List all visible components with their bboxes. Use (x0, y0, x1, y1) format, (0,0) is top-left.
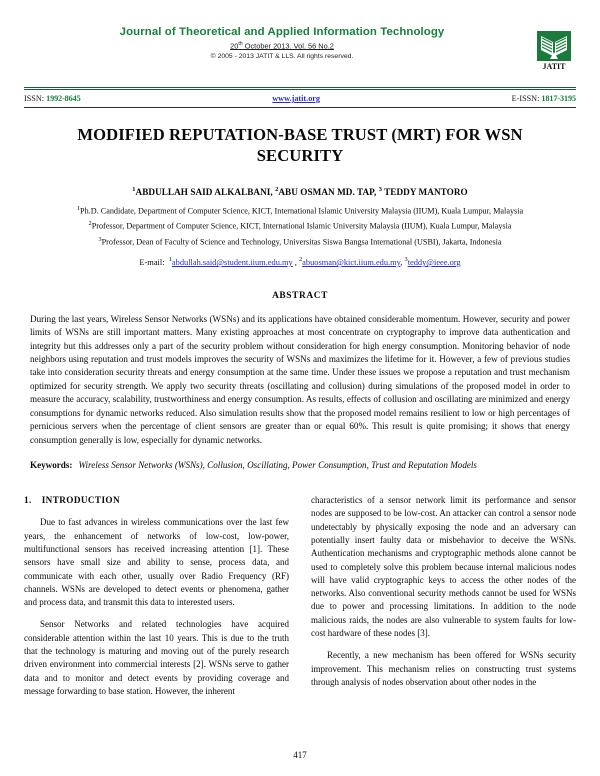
email-sep-2: , (400, 257, 405, 267)
email-label: E-mail: (139, 257, 165, 267)
keywords-label: Keywords: (30, 459, 73, 470)
email-line (40, 256, 560, 267)
eissn-label: E-ISSN: (511, 94, 540, 103)
author-1-name: ABDULLAH SAID ALKALBANI, (135, 187, 276, 198)
author-3-marker: 3 (378, 186, 382, 193)
journal-title: Journal of Theoretical and Applied Information Technology (119, 26, 445, 38)
issue-rest: October 2013. Vol. 56 No.2 (242, 41, 334, 51)
email-2-marker: 2 (298, 256, 303, 264)
email-sep-1: , (292, 257, 299, 267)
keywords-block (30, 459, 570, 472)
paragraph: characteristics of a sensor network limit its performance and sensor nodes are supposed to be low-cost. An attacker can control a sensor node undetectably by physically exposing the node and an adversary can potentially insert faulty data or misbehavior to deceive the WSNs. Authentication mechanisms and cryptographic methods alone cannot be used to completely solve this problem because internal malicious nodes will have valid cryptographic keys to access the other nodes of the networks. Also conventional security methods cannot be used for WSNs due to power and processing limitations. In addition to the node malicious raids, the nodes are also vulnerable to system faults for low-cost hardware of these nodes [3]. (311, 495, 576, 639)
section-title: INTRODUCTION (41, 495, 121, 506)
copyright-line: © 2005 - 2013 JATIT & LLS. All rights reserved. (210, 53, 354, 61)
page-title: MODIFIED REPUTATION-BASE TRUST (MRT) FOR WSN SECURITY (77, 125, 523, 165)
issn-value: 1992-8645 (46, 94, 81, 103)
eissn-block (512, 94, 576, 103)
affiliation-2 (46, 218, 554, 232)
issn-row (24, 94, 576, 103)
issue-ordinal-suffix: th (238, 41, 243, 47)
affiliation-3 (46, 234, 554, 248)
section-number: 1. (24, 495, 32, 506)
paragraph: Recently, a new mechanism has been offered for WSNs security improvement. This mechanism relies on constructing trust systems through analysis of nodes observation about other nodes in the (311, 650, 576, 687)
jatit-logo-text: JATIT (542, 62, 566, 71)
paragraph: Due to fast advances in wireless communications over the last few years, the enhancement of networks of low-cost, low-power, multifunctional sensors has received increasing attention [1]. These sensors have small size and ability to sense, process data, and communicate with each other, usually over Radio Frequency (RF) channels. WSNs are developed to detect events or phenomena, gather and process data, and transmit this data to interested users. (24, 517, 289, 608)
eissn-value: 1817-3195 (541, 94, 576, 103)
email-3-marker: 3 (404, 256, 408, 264)
masthead-bottom-rule (24, 107, 576, 108)
author-3-name: TEDDY MANTORO (381, 187, 468, 198)
body-columns (24, 494, 576, 698)
affiliation-2-marker: 2 (88, 220, 92, 228)
email-link-1[interactable]: abdullah.said@student.iium.edu.my (171, 257, 293, 267)
author-2-marker: 2 (275, 186, 279, 193)
section-heading-introduction (24, 494, 289, 507)
masthead-top-rule (24, 87, 576, 90)
journal-url-link[interactable]: www.jatit.org (272, 94, 321, 103)
journal-masthead (0, 0, 600, 82)
author-2-name: ABU OSMAN MD. TAP, (278, 187, 379, 198)
affiliation-3-text: Professor, Dean of Faculty of Science and Technology, Universitas Siswa Bangsa International (USBI), Jakarta, Indonesia (101, 237, 502, 247)
affiliation-1-marker: 1 (76, 205, 81, 213)
email-link-2[interactable]: abuosman@kict.iium.edu.my (302, 257, 401, 267)
body-column-left (24, 494, 289, 698)
author-1-marker: 1 (132, 186, 136, 193)
page-number: 417 (293, 750, 307, 760)
issn-label: ISSN: (24, 94, 45, 103)
affiliation-1 (46, 203, 554, 217)
abstract-heading: ABSTRACT (272, 290, 328, 301)
keywords-text: Wireless Sensor Networks (WSNs), Collusion, Oscillating, Power Consumption, Trust and Reputation Models (78, 459, 477, 470)
body-column-right (311, 494, 576, 698)
paragraph: Sensor Networks and related technologies have acquired considerable attention within the last 10 years. This is due to the truth that the technology is maturing and moving out of the purely research driven environment into commercial interests [2]. WSNs serve to gather data and to monitor and detect events by providing coverage and message forwarding to base station. However, the inherent (24, 619, 289, 696)
email-1-marker: 1 (168, 256, 172, 264)
issue-day: 20 (230, 41, 239, 51)
affiliation-3-marker: 3 (98, 235, 102, 243)
author-list (40, 186, 560, 197)
email-link-3[interactable]: teddy@ieee.org (407, 257, 461, 267)
affiliation-1-text: Ph.D. Candidate, Department of Computer Science, KICT, International Islamic University Malaysia (IIUM), Kuala Lumpur, Malaysia (80, 206, 524, 216)
issn-block (24, 94, 81, 103)
affiliation-2-text: Professor, Department of Computer Science, KICT, International Islamic University Malaysia (IIUM), Kuala Lumpur, Malaysia (91, 222, 512, 232)
journal-issue-line (0, 41, 600, 50)
jatit-logo-icon (532, 28, 576, 72)
abstract-body: During the last years, Wireless Sensor Networks (WSNs) and its applications have obtained considerable momentum. However, security and power limits of WSNs are still important matters. Many existing approaches at most concentrate on cryptography to improve data authentication and integrity but this addresses only a part of the security problem without consideration for high energy consumption. Monitoring behavior of node neighbors using reputation and trust models improves the security of WSNs and maximizes the lifetime for it. However, a few of previous studies take into consideration security threats and energy consumption at the same time. Under these issues we propose a reputation and trust mechanism optimized for security strength. We apply two security threats (oscillating and collusion) during simulations of the proposed model in order to measure the accuracy, scalability, trustworthiness and energy consumption. As results, effects of collusion and oscillating are minimized and energy consumptions for dynamic networks reduced. Also simulation results show that the proposed model remains resilient to low or high percentages of pernicious servers when the percentage of client sensors are greater than or equal 60%. This result is quite promising; it shows that energy consumption generally is low, especially for dynamic networks. (30, 313, 570, 445)
